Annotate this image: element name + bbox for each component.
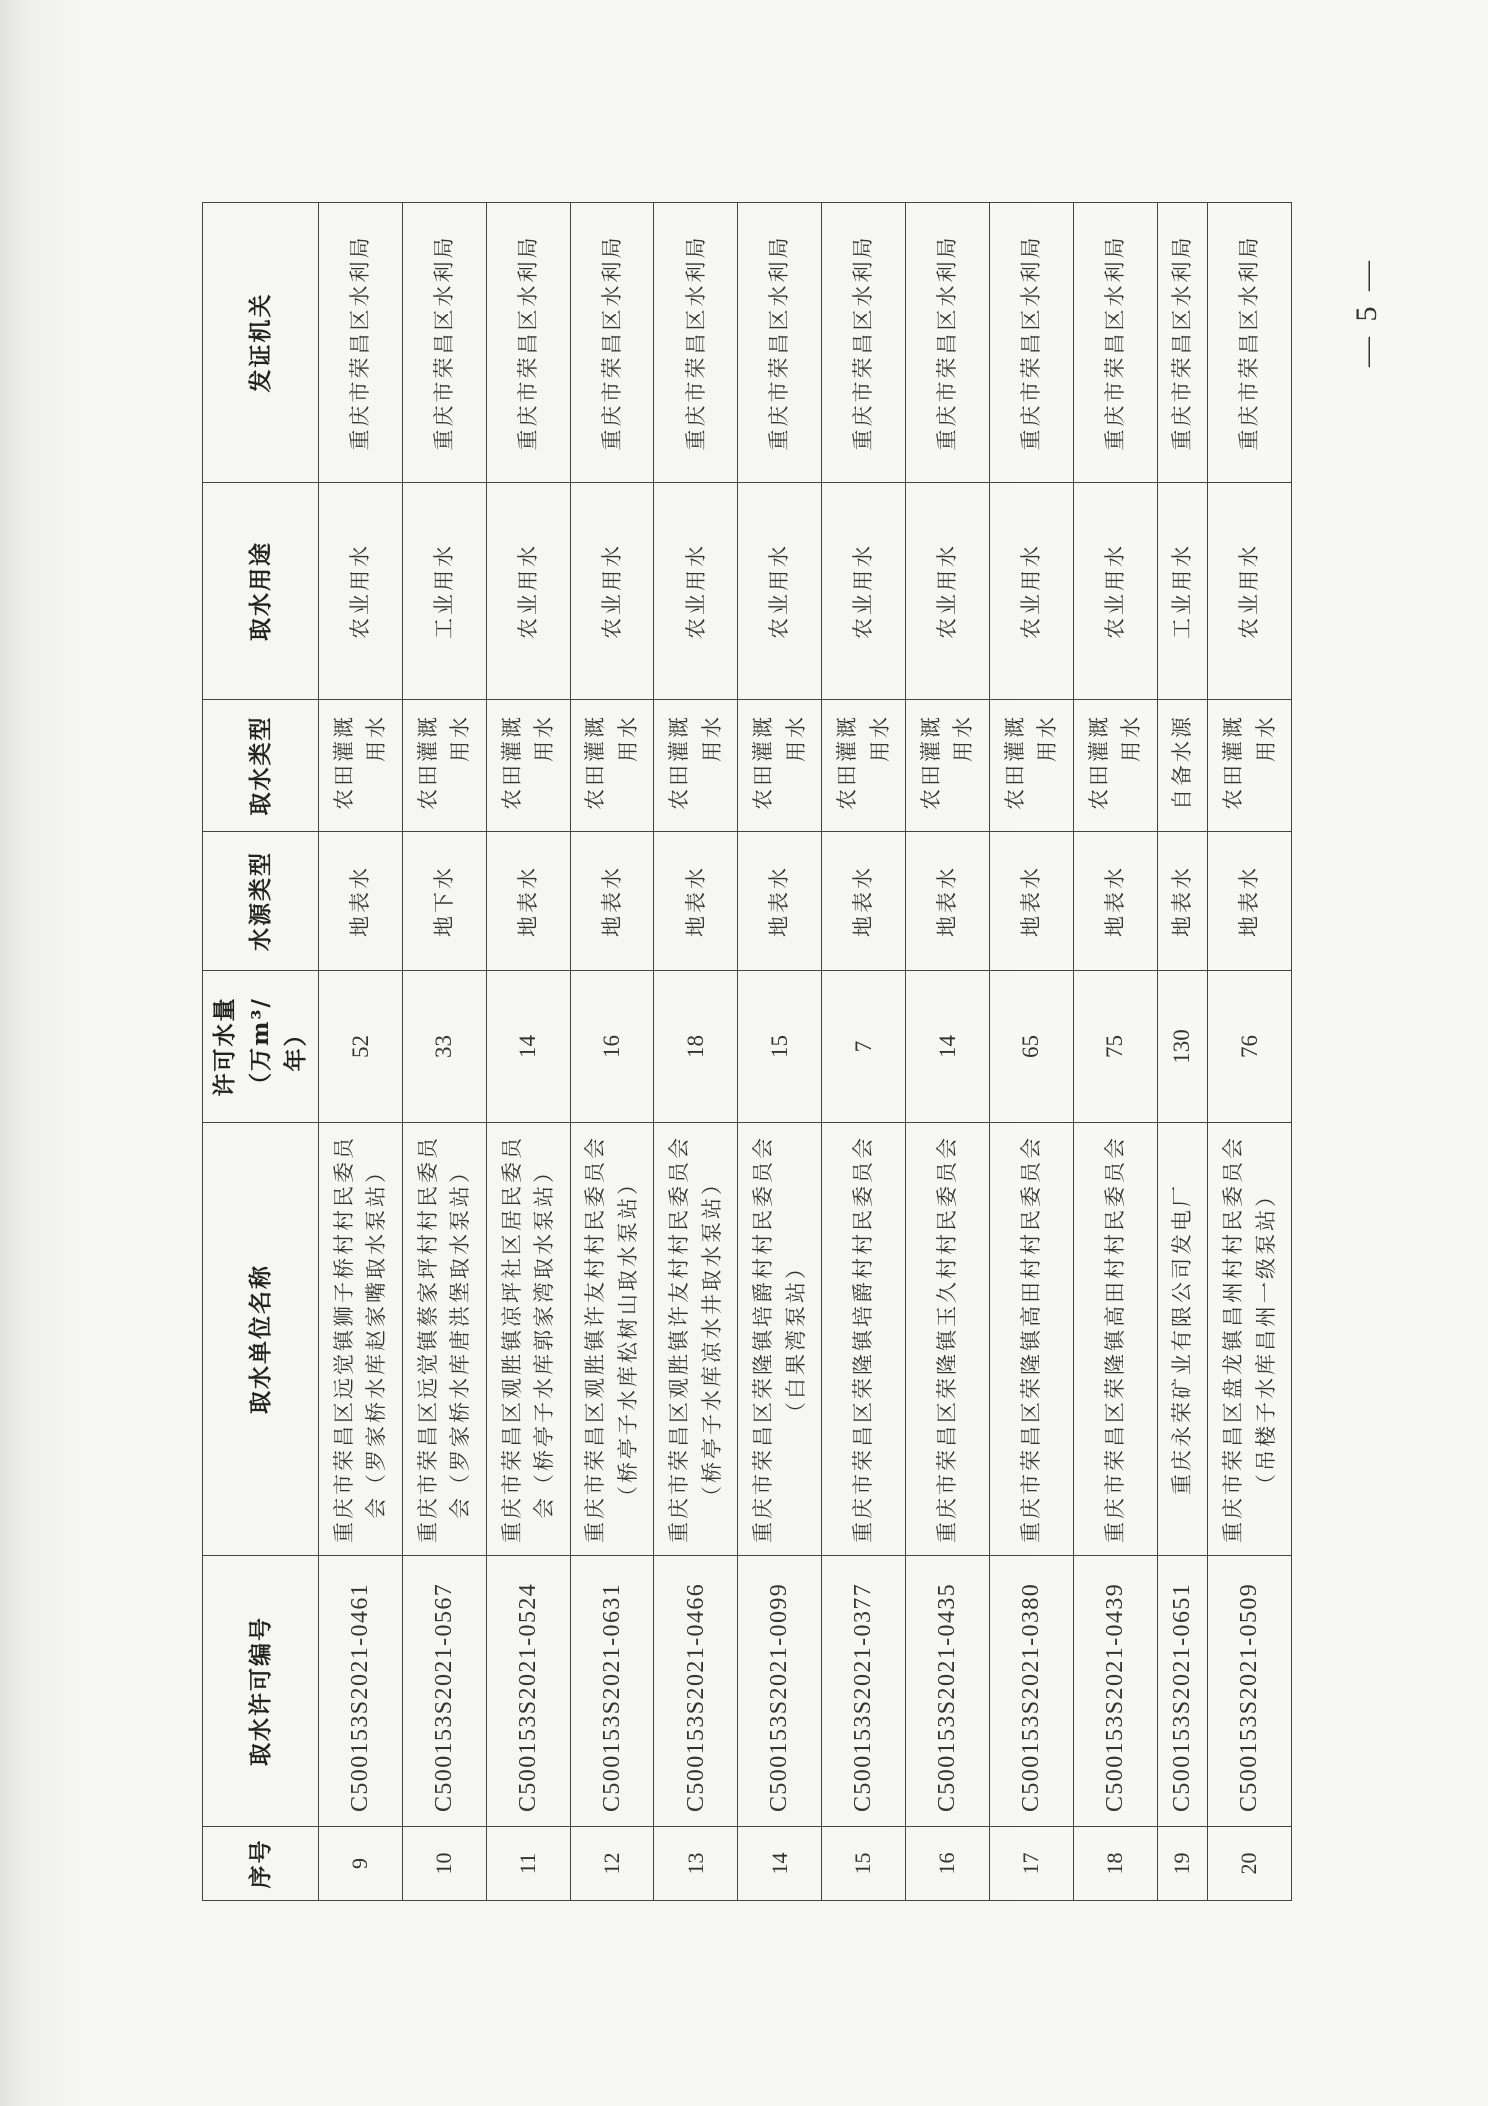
header-permit: 取水许可编号 [203,1556,319,1827]
cell-issuer: 重庆市荣昌区水利局 [822,203,906,483]
cell-issuer: 重庆市荣昌区水利局 [402,203,486,483]
header-qty [203,971,319,1123]
header-row [203,203,319,1901]
cell-wtype: 农田灌溉用水 [654,700,738,832]
header-qty-line1: 许可水量 [211,996,238,1097]
cell-permit: C500153S2021-0631 [570,1556,654,1827]
cell-use: 农业用水 [989,483,1073,700]
cell-issuer: 重庆市荣昌区水利局 [318,203,402,483]
cell-no: 18 [1073,1827,1157,1901]
cell-issuer: 重庆市荣昌区水利局 [654,203,738,483]
cell-name: 重庆市荣昌区荣隆镇培爵村村民委员会 [822,1123,906,1556]
cell-wtype: 农田灌溉用水 [1073,700,1157,832]
cell-no: 10 [402,1827,486,1901]
cell-qty: 75 [1073,971,1157,1123]
cell-use: 农业用水 [570,483,654,700]
water-permit-table-rotated [202,203,1292,1901]
cell-qty: 15 [738,971,822,1123]
cell-no: 19 [1157,1827,1208,1901]
cell-name: 重庆市荣昌区观胜镇许友村村民委员会（桥亭子水库松树山取水泵站） [570,1123,654,1556]
cell-qty: 52 [318,971,402,1123]
cell-qty: 16 [570,971,654,1123]
cell-name: 重庆市荣昌区远觉镇蔡家坪村村民委员会（罗家桥水库唐洪堡取水泵站） [402,1123,486,1556]
cell-source: 地表水 [486,832,570,971]
cell-source: 地表水 [822,832,906,971]
cell-permit: C500153S2021-0567 [402,1556,486,1827]
cell-source: 地下水 [402,832,486,971]
cell-issuer: 重庆市荣昌区水利局 [486,203,570,483]
cell-wtype: 农田灌溉用水 [1208,700,1292,832]
cell-permit: C500153S2021-0524 [486,1556,570,1827]
cell-qty: 14 [486,971,570,1123]
table-row [486,203,570,1901]
cell-name: 重庆市荣昌区荣隆镇培爵村村民委员会（白果湾泵站） [738,1123,822,1556]
cell-source: 地表水 [1073,832,1157,971]
table-row [1157,203,1208,1901]
cell-permit: C500153S2021-0509 [1208,1556,1292,1827]
water-permit-table [202,202,1292,1901]
cell-qty: 130 [1157,971,1208,1123]
cell-source: 地表水 [738,832,822,971]
cell-issuer: 重庆市荣昌区水利局 [989,203,1073,483]
cell-issuer: 重庆市荣昌区水利局 [1073,203,1157,483]
cell-use: 工业用水 [1157,483,1208,700]
cell-permit: C500153S2021-0377 [822,1556,906,1827]
cell-wtype: 农田灌溉用水 [318,700,402,832]
table-row [905,203,989,1901]
cell-wtype: 农田灌溉用水 [822,700,906,832]
cell-issuer: 重庆市荣昌区水利局 [570,203,654,483]
cell-no: 15 [822,1827,906,1901]
cell-source: 地表水 [654,832,738,971]
cell-issuer: 重庆市荣昌区水利局 [738,203,822,483]
table-row [570,203,654,1901]
cell-source: 地表水 [318,832,402,971]
cell-wtype: 农田灌溉用水 [905,700,989,832]
cell-use: 农业用水 [905,483,989,700]
cell-source: 地表水 [905,832,989,971]
cell-permit: C500153S2021-0435 [905,1556,989,1827]
cell-use: 农业用水 [738,483,822,700]
cell-qty: 14 [905,971,989,1123]
cell-permit: C500153S2021-0651 [1157,1556,1208,1827]
cell-source: 地表水 [1208,832,1292,971]
cell-qty: 76 [1208,971,1292,1123]
cell-no: 11 [486,1827,570,1901]
cell-name: 重庆市荣昌区荣隆镇高田村村民委员会 [1073,1123,1157,1556]
cell-no: 9 [318,1827,402,1901]
cell-source: 地表水 [1157,832,1208,971]
cell-use: 农业用水 [486,483,570,700]
table-row [822,203,906,1901]
header-no: 序号 [203,1827,319,1901]
cell-qty: 7 [822,971,906,1123]
header-use: 取水用途 [203,483,319,700]
cell-no: 17 [989,1827,1073,1901]
cell-no: 13 [654,1827,738,1901]
cell-issuer: 重庆市荣昌区水利局 [1208,203,1292,483]
cell-issuer: 重庆市荣昌区水利局 [905,203,989,483]
cell-name: 重庆市荣昌区荣隆镇高田村村民委员会 [989,1123,1073,1556]
cell-name: 重庆市荣昌区观胜镇许友村村民委员会（桥亭子水库凉水井取水泵站） [654,1123,738,1556]
cell-use: 农业用水 [318,483,402,700]
table-row [738,203,822,1901]
table-row [989,203,1073,1901]
cell-name: 重庆市荣昌区盘龙镇昌州村村民委员会（吊楼子水库昌州一级泵站） [1208,1123,1292,1556]
cell-wtype: 自备水源 [1157,700,1208,832]
cell-no: 12 [570,1827,654,1901]
table-row [654,203,738,1901]
cell-use: 农业用水 [654,483,738,700]
header-qty-line2: （万m³/年） [246,997,310,1096]
cell-issuer: 重庆市荣昌区水利局 [1157,203,1208,483]
cell-no: 14 [738,1827,822,1901]
table-row [402,203,486,1901]
header-issuer: 发证机关 [203,203,319,483]
cell-permit: C500153S2021-0099 [738,1556,822,1827]
cell-wtype: 农田灌溉用水 [486,700,570,832]
cell-wtype: 农田灌溉用水 [989,700,1073,832]
page-number: — 5 — [1350,257,1383,367]
table-row [318,203,402,1901]
cell-source: 地表水 [570,832,654,971]
cell-wtype: 农田灌溉用水 [570,700,654,832]
cell-name: 重庆市荣昌区远觉镇狮子桥村村民委员会（罗家桥水库赵家嘴取水泵站） [318,1123,402,1556]
table-row [1208,203,1292,1901]
cell-permit: C500153S2021-0380 [989,1556,1073,1827]
cell-qty: 33 [402,971,486,1123]
cell-use: 工业用水 [402,483,486,700]
cell-qty: 18 [654,971,738,1123]
cell-name: 重庆市荣昌区荣隆镇玉久村村民委员会 [905,1123,989,1556]
cell-wtype: 农田灌溉用水 [402,700,486,832]
cell-permit: C500153S2021-0466 [654,1556,738,1827]
cell-permit: C500153S2021-0439 [1073,1556,1157,1827]
cell-wtype: 农田灌溉用水 [738,700,822,832]
header-wtype: 取水类型 [203,700,319,832]
header-name: 取水单位名称 [203,1123,319,1556]
cell-permit: C500153S2021-0461 [318,1556,402,1827]
cell-no: 16 [905,1827,989,1901]
cell-use: 农业用水 [1073,483,1157,700]
cell-use: 农业用水 [822,483,906,700]
cell-qty: 65 [989,971,1073,1123]
cell-name: 重庆市荣昌区观胜镇凉坪社区居民委员会（桥亭子水库郭家湾取水泵站） [486,1123,570,1556]
cell-name: 重庆永荣矿业有限公司发电厂 [1157,1123,1208,1556]
cell-no: 20 [1208,1827,1292,1901]
cell-source: 地表水 [989,832,1073,971]
header-source: 水源类型 [203,832,319,971]
cell-use: 农业用水 [1208,483,1292,700]
table-row [1073,203,1157,1901]
